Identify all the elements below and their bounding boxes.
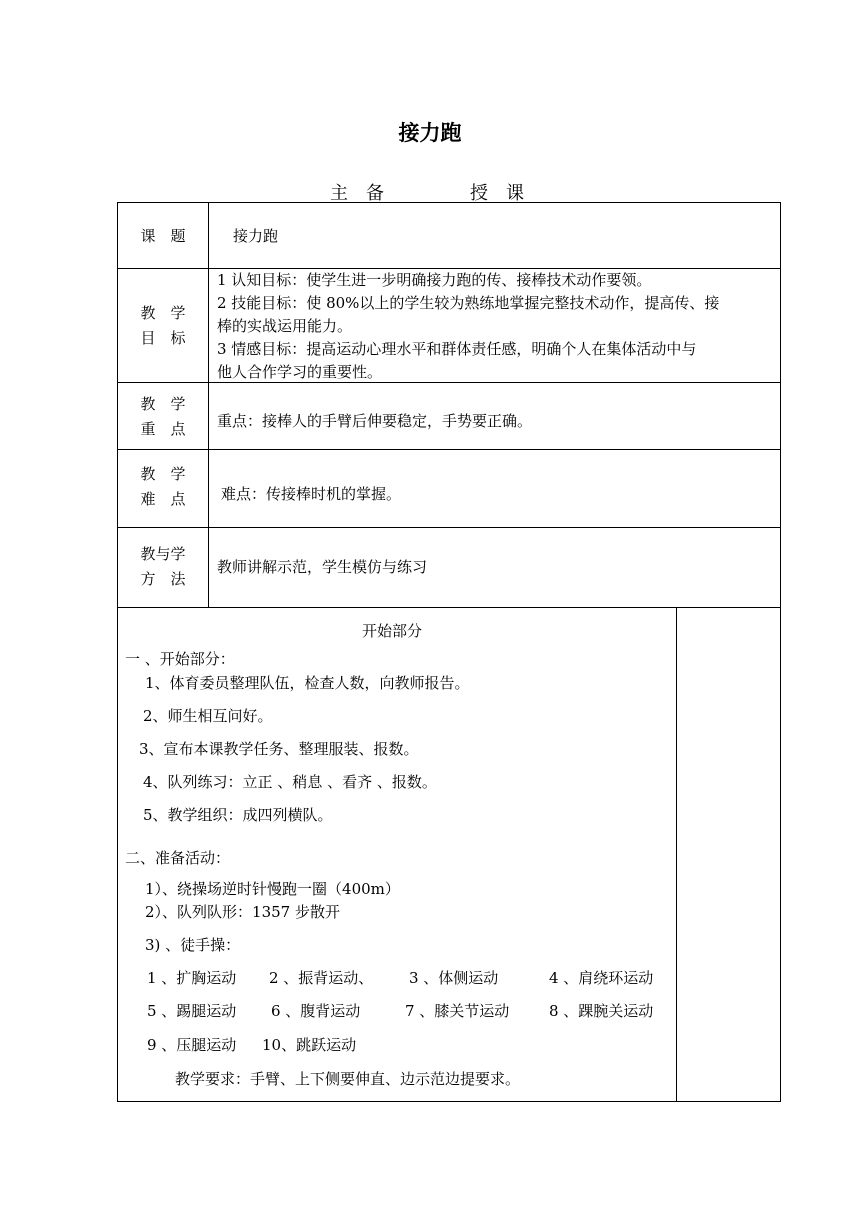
subtitle [0, 179, 860, 204]
topic-label: 课 题 [140, 227, 186, 245]
methods-label: 教与学 方 法 [140, 545, 186, 588]
label-column-divider [208, 202, 209, 607]
part1-item: 2、师生相互问好。 [143, 707, 273, 725]
topic-content: 接力跑 [233, 227, 279, 245]
subtitle-teach: 授 课 [470, 183, 524, 204]
exercise-item: 4 、肩绕环运动 [549, 969, 654, 987]
objective-line: 3 情感目标：提高运动心理水平和群体责任感，明确个人在集体活动中与 [217, 340, 697, 358]
exercise-item: 8 、踝腕关运动 [549, 1002, 654, 1020]
objective-line: 棒的实战运用能力。 [217, 317, 353, 335]
objective-line: 他人合作学习的重要性。 [217, 363, 383, 381]
part2-item: 3) 、徒手操： [145, 936, 241, 954]
subtitle-prepare: 主 备 [330, 183, 384, 204]
key-points-content: 重点：接棒人的手臂后伸要稳定，手势要正确。 [217, 412, 533, 430]
exercise-item: 1 、扩胸运动 [147, 969, 237, 987]
part1-title: 一 、开始部分： [125, 650, 235, 668]
key-points-label: 教 学 重 点 [140, 395, 186, 438]
part1-item: 3、宣布本课教学任务、整理服装、报数。 [139, 740, 419, 758]
row-divider [117, 607, 781, 608]
exercise-item: 6 、腹背运动 [271, 1002, 361, 1020]
objective-line: 2 技能目标：使 80%以上的学生较为熟练地掌握完整技术动作，提高传、接 [217, 294, 720, 312]
part2-title: 二、准备活动： [125, 849, 231, 867]
process-column-divider [676, 607, 677, 1102]
exercise-item: 9 、压腿运动 [147, 1036, 237, 1054]
document-title: 接力跑 [398, 121, 462, 145]
objective-line: 1 认知目标：使学生进一步明确接力跑的传、接棒技术动作要领。 [217, 271, 652, 289]
exercise-item: 2 、振背运动、 [269, 969, 374, 987]
methods-content: 教师讲解示范，学生模仿与练习 [217, 558, 428, 576]
part2-item: 1）、绕操场逆时针慢跑一圈（400m） [145, 880, 400, 898]
part2-item: 2）、队列队形：1357 步散开 [145, 903, 340, 921]
part1-item: 1、体育委员整理队伍，检查人数，向教师报告。 [145, 674, 470, 692]
objectives-content [217, 269, 719, 384]
exercise-item: 10、跳跃运动 [262, 1036, 357, 1054]
process-heading: 开始部分 [362, 622, 423, 640]
row-divider [117, 449, 781, 450]
teaching-requirement: 教学要求：手臂、上下侧要伸直、边示范边提要求。 [175, 1070, 521, 1088]
exercise-item: 3 、体侧运动 [409, 969, 499, 987]
row-divider [117, 527, 781, 528]
objectives-label: 教 学 目 标 [140, 304, 186, 347]
difficulties-content: 难点：传接棒时机的掌握。 [221, 485, 402, 503]
part1-item: 5、教学组织：成四列横队。 [143, 806, 333, 824]
part1-item: 4、队列练习：立正 、稍息 、看齐 、报数。 [143, 773, 437, 791]
difficulties-label: 教 学 难 点 [140, 465, 186, 508]
exercise-item: 5 、踢腿运动 [147, 1002, 237, 1020]
exercise-item: 7 、膝关节运动 [405, 1002, 510, 1020]
